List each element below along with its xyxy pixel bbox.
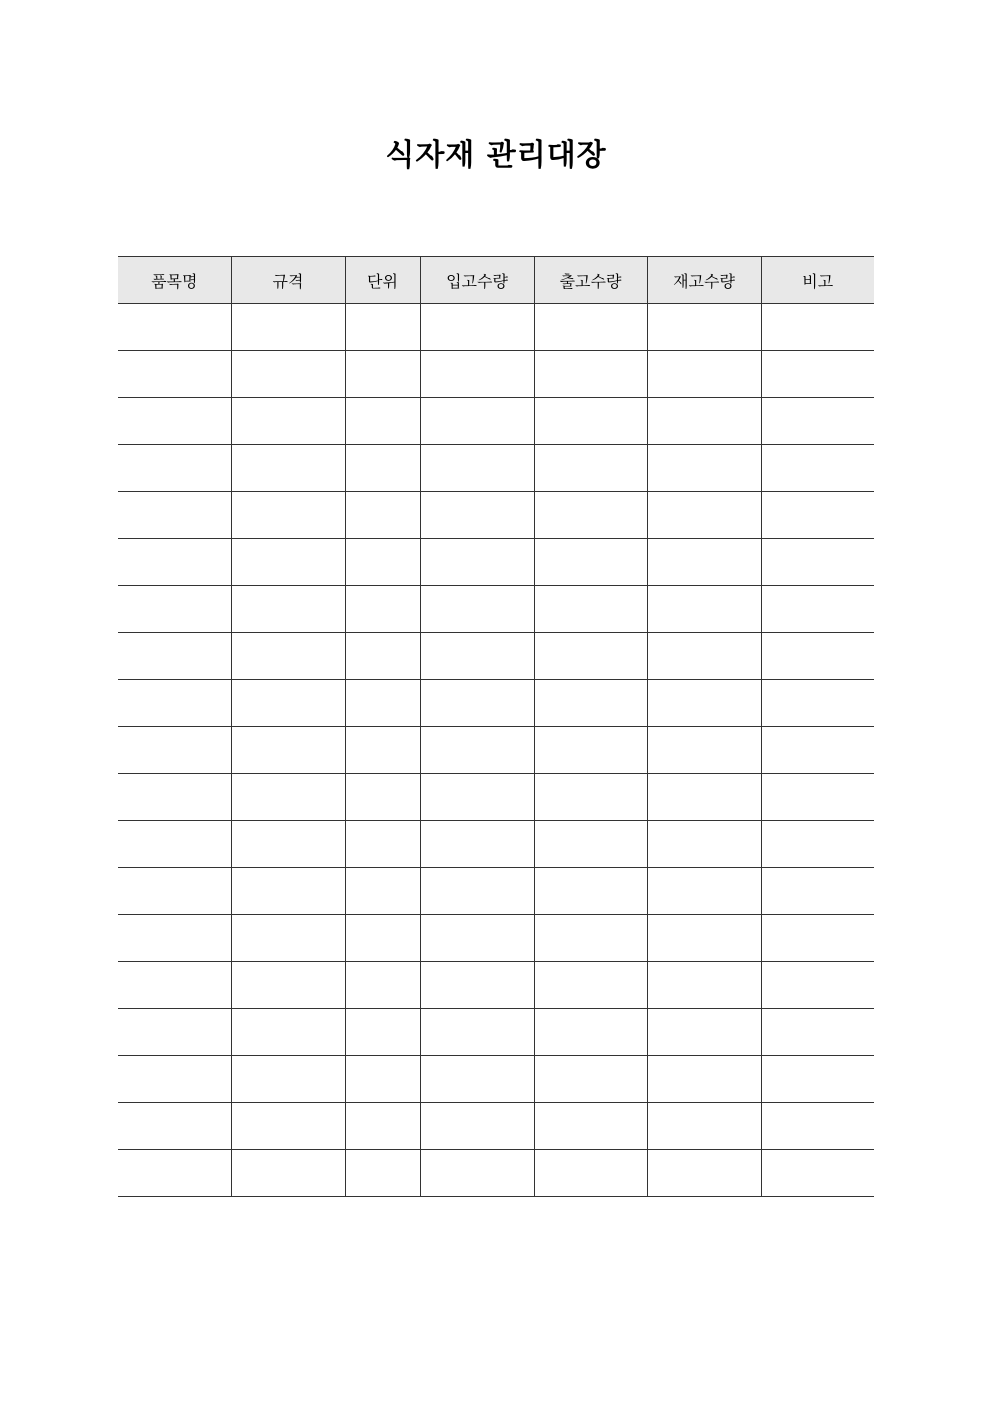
cell-stock-qty[interactable]: [647, 351, 761, 398]
table-row: [118, 351, 874, 398]
cell-issued-qty[interactable]: [534, 915, 647, 962]
cell-item-name[interactable]: [118, 915, 231, 962]
cell-specification[interactable]: [231, 680, 345, 727]
header-received-qty: 입고수량: [420, 257, 534, 304]
table-row: [118, 492, 874, 539]
cell-stock-qty[interactable]: [647, 680, 761, 727]
table-body: [118, 304, 874, 1197]
cell-item-name[interactable]: [118, 1009, 231, 1056]
cell-specification[interactable]: [231, 445, 345, 492]
cell-issued-qty[interactable]: [534, 1103, 647, 1150]
cell-item-name[interactable]: [118, 633, 231, 680]
cell-item-name[interactable]: [118, 962, 231, 1009]
table-row: [118, 774, 874, 821]
table-row: [118, 962, 874, 1009]
cell-item-name[interactable]: [118, 492, 231, 539]
table-row: [118, 445, 874, 492]
cell-specification[interactable]: [231, 1056, 345, 1103]
cell-received-qty[interactable]: [420, 351, 534, 398]
cell-stock-qty[interactable]: [647, 398, 761, 445]
cell-stock-qty[interactable]: [647, 633, 761, 680]
table-row: [118, 821, 874, 868]
table-row: [118, 633, 874, 680]
cell-item-name[interactable]: [118, 586, 231, 633]
cell-stock-qty[interactable]: [647, 868, 761, 915]
cell-stock-qty[interactable]: [647, 915, 761, 962]
cell-item-name[interactable]: [118, 351, 231, 398]
cell-issued-qty[interactable]: [534, 680, 647, 727]
inventory-ledger-table: [118, 256, 874, 1197]
cell-received-qty[interactable]: [420, 915, 534, 962]
cell-issued-qty[interactable]: [534, 586, 647, 633]
cell-stock-qty[interactable]: [647, 539, 761, 586]
cell-remarks[interactable]: [761, 1103, 874, 1150]
cell-received-qty[interactable]: [420, 868, 534, 915]
cell-item-name[interactable]: [118, 1056, 231, 1103]
cell-item-name[interactable]: [118, 868, 231, 915]
table-header-row: [118, 257, 874, 304]
table-row: [118, 727, 874, 774]
cell-specification[interactable]: [231, 351, 345, 398]
table-row: [118, 1009, 874, 1056]
cell-issued-qty[interactable]: [534, 1150, 647, 1197]
cell-remarks[interactable]: [761, 821, 874, 868]
cell-specification[interactable]: [231, 915, 345, 962]
cell-unit[interactable]: [345, 492, 420, 539]
cell-item-name[interactable]: [118, 398, 231, 445]
cell-item-name[interactable]: [118, 445, 231, 492]
cell-specification[interactable]: [231, 727, 345, 774]
cell-item-name[interactable]: [118, 774, 231, 821]
cell-specification[interactable]: [231, 1103, 345, 1150]
header-remarks: 비고: [761, 257, 874, 304]
cell-unit[interactable]: [345, 680, 420, 727]
cell-unit[interactable]: [345, 915, 420, 962]
cell-remarks[interactable]: [761, 962, 874, 1009]
cell-item-name[interactable]: [118, 1103, 231, 1150]
cell-issued-qty[interactable]: [534, 304, 647, 351]
cell-unit[interactable]: [345, 774, 420, 821]
cell-item-name[interactable]: [118, 727, 231, 774]
cell-remarks[interactable]: [761, 539, 874, 586]
cell-received-qty[interactable]: [420, 304, 534, 351]
cell-stock-qty[interactable]: [647, 821, 761, 868]
cell-item-name[interactable]: [118, 680, 231, 727]
cell-item-name[interactable]: [118, 304, 231, 351]
cell-received-qty[interactable]: [420, 1103, 534, 1150]
cell-issued-qty[interactable]: [534, 868, 647, 915]
cell-remarks[interactable]: [761, 1056, 874, 1103]
table-row: [118, 539, 874, 586]
document-title: 식자재 관리대장: [385, 138, 607, 173]
cell-remarks[interactable]: [761, 868, 874, 915]
cell-unit[interactable]: [345, 586, 420, 633]
cell-stock-qty[interactable]: [647, 1056, 761, 1103]
cell-stock-qty[interactable]: [647, 445, 761, 492]
cell-received-qty[interactable]: [420, 398, 534, 445]
cell-stock-qty[interactable]: [647, 774, 761, 821]
cell-unit[interactable]: [345, 1150, 420, 1197]
cell-received-qty[interactable]: [420, 1009, 534, 1056]
cell-stock-qty[interactable]: [647, 1150, 761, 1197]
cell-specification[interactable]: [231, 586, 345, 633]
cell-unit[interactable]: [345, 821, 420, 868]
table-row: [118, 915, 874, 962]
table-row: [118, 1103, 874, 1150]
cell-remarks[interactable]: [761, 1009, 874, 1056]
cell-received-qty[interactable]: [420, 539, 534, 586]
cell-unit[interactable]: [345, 1056, 420, 1103]
cell-issued-qty[interactable]: [534, 351, 647, 398]
cell-specification[interactable]: [231, 539, 345, 586]
cell-remarks[interactable]: [761, 586, 874, 633]
cell-specification[interactable]: [231, 1150, 345, 1197]
cell-remarks[interactable]: [761, 915, 874, 962]
cell-unit[interactable]: [345, 1103, 420, 1150]
cell-specification[interactable]: [231, 962, 345, 1009]
cell-stock-qty[interactable]: [647, 1103, 761, 1150]
cell-received-qty[interactable]: [420, 727, 534, 774]
cell-received-qty[interactable]: [420, 633, 534, 680]
cell-issued-qty[interactable]: [534, 727, 647, 774]
cell-unit[interactable]: [345, 539, 420, 586]
cell-stock-qty[interactable]: [647, 586, 761, 633]
cell-remarks[interactable]: [761, 351, 874, 398]
header-unit: 단위: [345, 257, 420, 304]
cell-item-name[interactable]: [118, 539, 231, 586]
table-row: [118, 304, 874, 351]
cell-issued-qty[interactable]: [534, 445, 647, 492]
cell-remarks[interactable]: [761, 680, 874, 727]
cell-received-qty[interactable]: [420, 774, 534, 821]
cell-specification[interactable]: [231, 868, 345, 915]
header-item-name: 품목명: [118, 257, 231, 304]
table-row: [118, 398, 874, 445]
table-row: [118, 1056, 874, 1103]
cell-stock-qty[interactable]: [647, 492, 761, 539]
cell-stock-qty[interactable]: [647, 1009, 761, 1056]
cell-stock-qty[interactable]: [647, 727, 761, 774]
cell-remarks[interactable]: [761, 492, 874, 539]
cell-unit[interactable]: [345, 1009, 420, 1056]
cell-unit[interactable]: [345, 304, 420, 351]
table-row: [118, 868, 874, 915]
cell-remarks[interactable]: [761, 398, 874, 445]
cell-stock-qty[interactable]: [647, 962, 761, 1009]
cell-issued-qty[interactable]: [534, 492, 647, 539]
cell-remarks[interactable]: [761, 304, 874, 351]
cell-remarks[interactable]: [761, 445, 874, 492]
cell-specification[interactable]: [231, 774, 345, 821]
cell-remarks[interactable]: [761, 727, 874, 774]
cell-unit[interactable]: [345, 727, 420, 774]
cell-issued-qty[interactable]: [534, 962, 647, 1009]
cell-remarks[interactable]: [761, 774, 874, 821]
table-row: [118, 680, 874, 727]
cell-specification[interactable]: [231, 821, 345, 868]
cell-received-qty[interactable]: [420, 821, 534, 868]
cell-unit[interactable]: [345, 633, 420, 680]
cell-issued-qty[interactable]: [534, 1056, 647, 1103]
header-stock-qty: 재고수량: [647, 257, 761, 304]
cell-remarks[interactable]: [761, 633, 874, 680]
table-row: [118, 1150, 874, 1197]
cell-received-qty[interactable]: [420, 680, 534, 727]
cell-received-qty[interactable]: [420, 962, 534, 1009]
cell-remarks[interactable]: [761, 1150, 874, 1197]
cell-stock-qty[interactable]: [647, 304, 761, 351]
cell-item-name[interactable]: [118, 1150, 231, 1197]
cell-issued-qty[interactable]: [534, 821, 647, 868]
cell-received-qty[interactable]: [420, 1150, 534, 1197]
cell-issued-qty[interactable]: [534, 633, 647, 680]
cell-unit[interactable]: [345, 868, 420, 915]
cell-specification[interactable]: [231, 1009, 345, 1056]
cell-specification[interactable]: [231, 398, 345, 445]
header-specification: 규격: [231, 257, 345, 304]
cell-unit[interactable]: [345, 445, 420, 492]
cell-issued-qty[interactable]: [534, 539, 647, 586]
cell-unit[interactable]: [345, 351, 420, 398]
cell-item-name[interactable]: [118, 821, 231, 868]
cell-unit[interactable]: [345, 962, 420, 1009]
table-row: [118, 586, 874, 633]
cell-specification[interactable]: [231, 304, 345, 351]
cell-unit[interactable]: [345, 398, 420, 445]
cell-issued-qty[interactable]: [534, 774, 647, 821]
cell-specification[interactable]: [231, 633, 345, 680]
cell-received-qty[interactable]: [420, 586, 534, 633]
cell-received-qty[interactable]: [420, 445, 534, 492]
cell-specification[interactable]: [231, 492, 345, 539]
header-issued-qty: 출고수량: [534, 257, 647, 304]
cell-issued-qty[interactable]: [534, 398, 647, 445]
cell-received-qty[interactable]: [420, 1056, 534, 1103]
cell-received-qty[interactable]: [420, 492, 534, 539]
cell-issued-qty[interactable]: [534, 1009, 647, 1056]
